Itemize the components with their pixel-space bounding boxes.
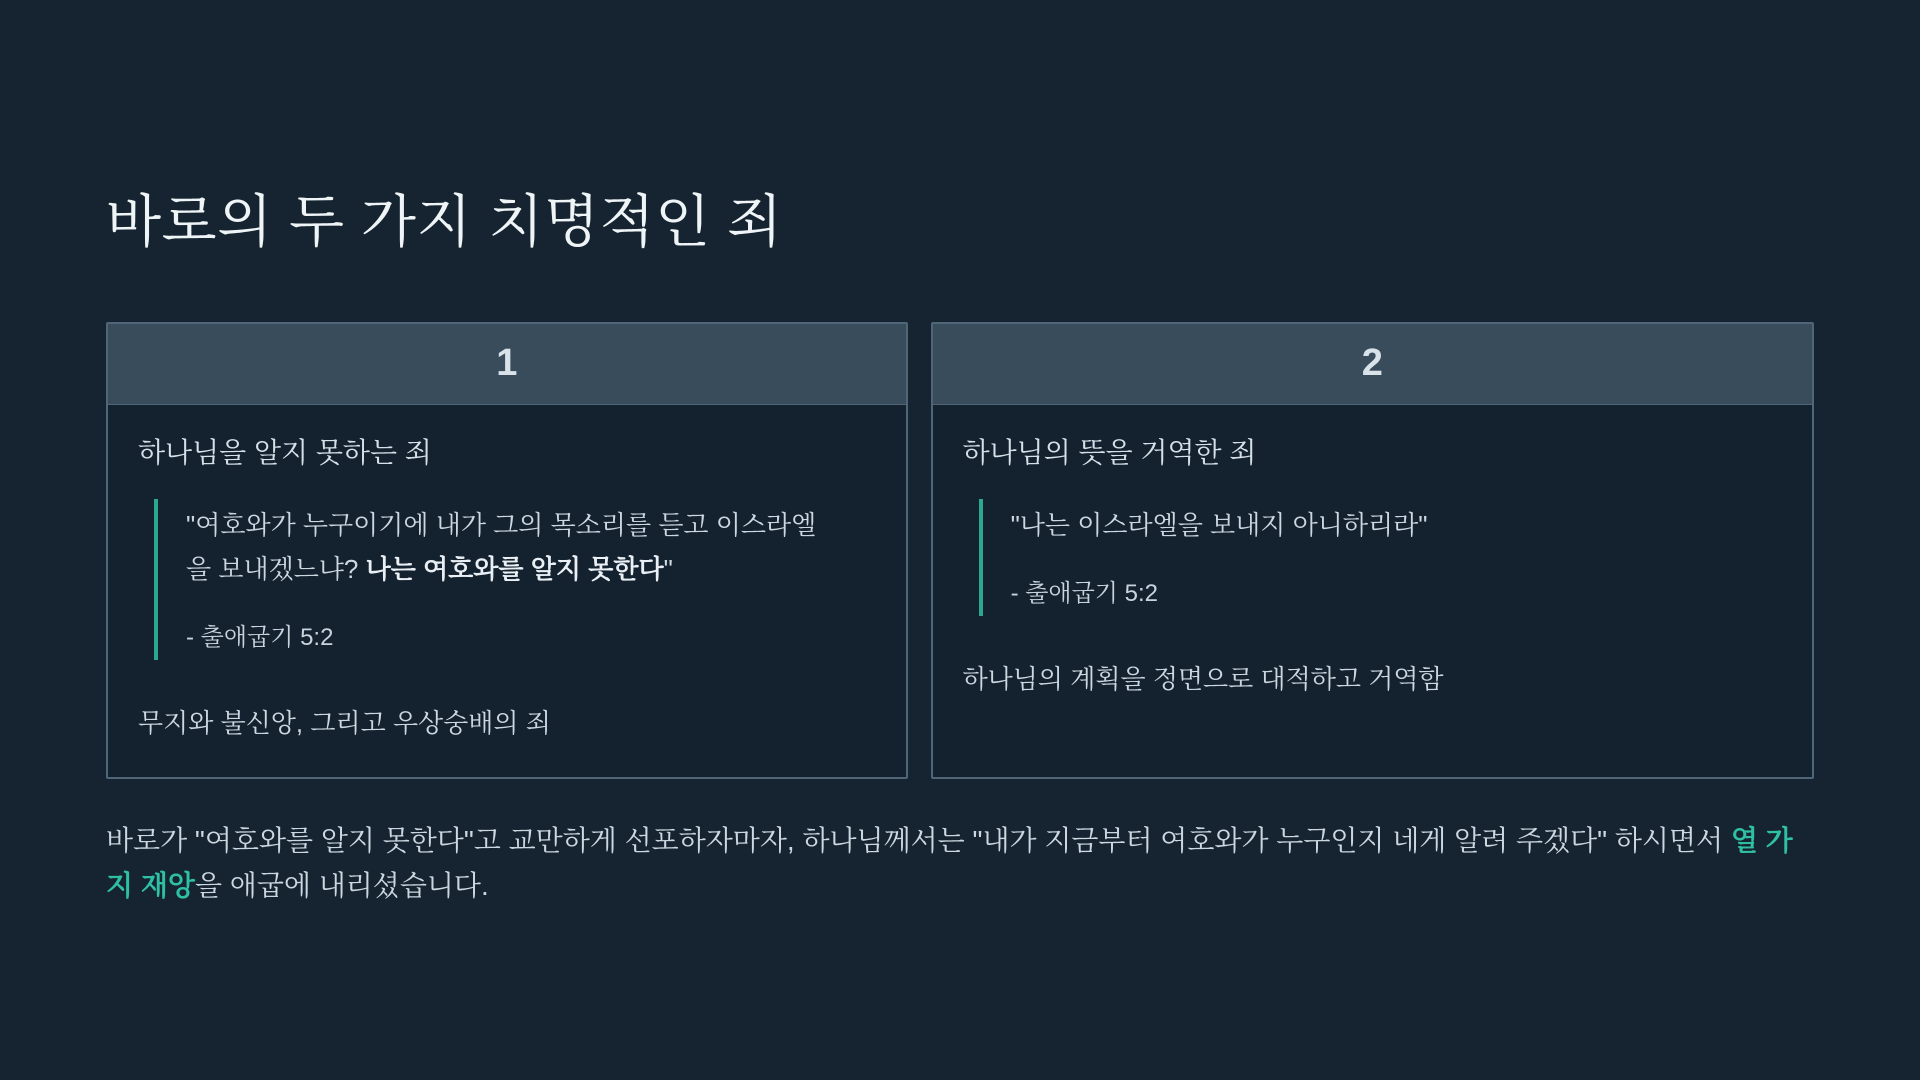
page-title: 바로의 두 가지 치명적인 죄: [106, 190, 783, 254]
card-2-quote-prefix: "나는 이스라엘을 보내지 아니하리라": [1010, 509, 1428, 540]
footer-highlight-ten-plagues: 열 가지 재앙: [106, 825, 1793, 902]
card-2-quote-block: [979, 499, 1782, 616]
card-2-conclusion: 하나님의 계획을 정면으로 대적하고 거역함: [962, 664, 1444, 695]
card-1-body: [108, 405, 906, 778]
cards-row: [106, 322, 1814, 780]
sin-card-2: [931, 322, 1814, 780]
card-1-subtitle: 하나님을 알지 못하는 죄: [138, 436, 432, 468]
card-1-quote-suffix: ": [663, 554, 673, 585]
card-2-body: [933, 405, 1812, 734]
card-1-quote-block: [154, 499, 876, 660]
card-2-quote-citation: - 출애굽기 5:2: [1010, 580, 1158, 608]
card-2-subtitle: 하나님의 뜻을 거역한 죄: [962, 436, 1257, 468]
card-1-quote-bold: 나는 여호와를 알지 못한다: [365, 554, 664, 585]
card-1-conclusion: 무지와 불신앙, 그리고 우상숭배의 죄: [138, 708, 551, 739]
card-2-number-header: 2: [933, 324, 1812, 405]
footer-segment-1: 바로가 "여호와를 알지 못한다"고 교만하게 선포하자마자, 하나님께서는 "내가 지금부터 여호와가 누구인지 네게 알려 주겠다" 하시면서: [106, 825, 1731, 857]
card-1-number-header: 1: [108, 324, 906, 405]
sin-card-1: [106, 322, 908, 780]
card-1-quote-citation: - 출애굽기 5:2: [186, 624, 334, 652]
card-1-quote-text: [186, 503, 836, 591]
card-2-quote-text: [1011, 503, 1661, 547]
card-1-quote-prefix: "여호와가 누구이기에 내가 그의 목소리를 듣고 이스라엘을 보내겠느냐?: [186, 509, 817, 585]
footer-summary-text: [106, 819, 1814, 909]
footer-segment-2: 을 애굽에 내리셨습니다.: [194, 870, 489, 902]
